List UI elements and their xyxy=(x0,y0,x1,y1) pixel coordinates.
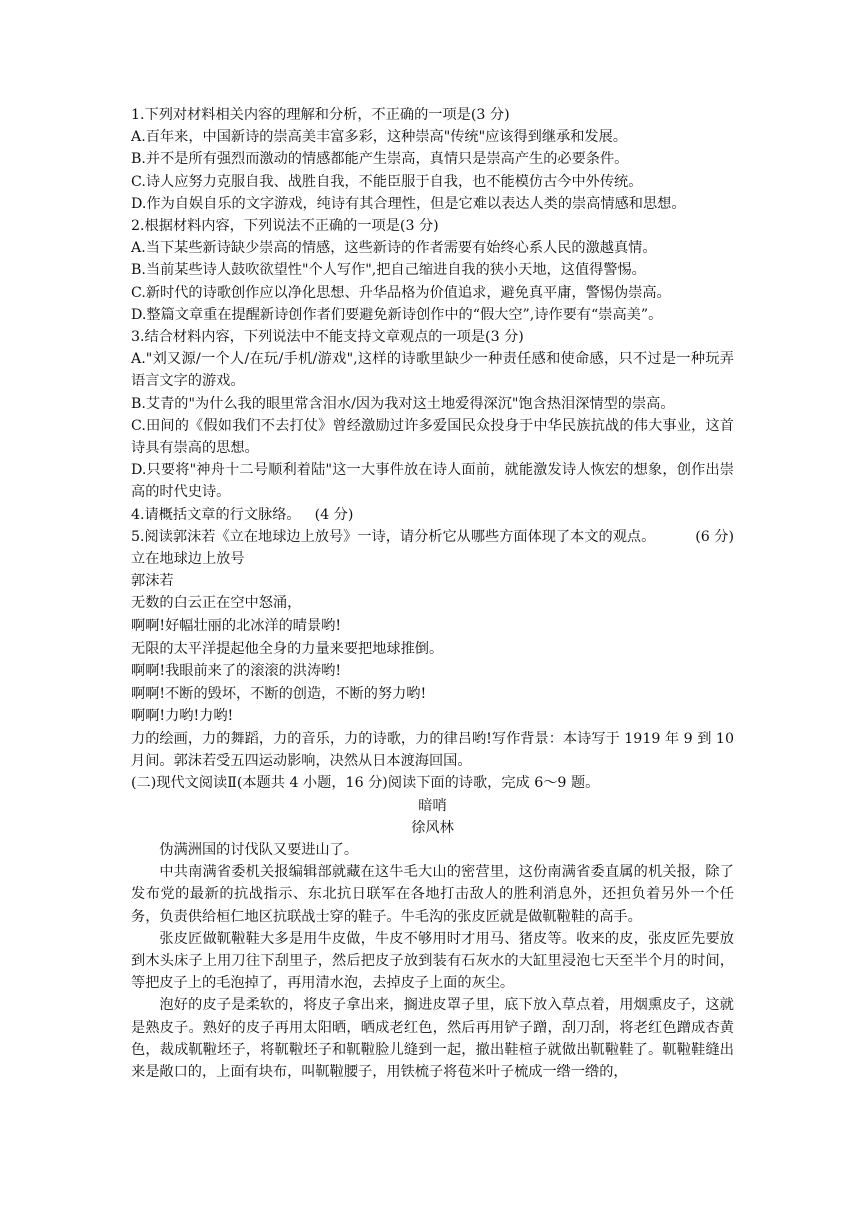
section-heading: (二)现代文阅读Ⅱ(本题共 4 小题，16 分)阅读下面的诗歌，完成 6～9 题。 xyxy=(131,775,600,792)
q3-stem: 3.结合材料内容，下列说法中不能支持文章观点的一项是(3 分) xyxy=(131,329,524,346)
story-paragraph: 中共南满省委机关报编辑部就藏在这牛毛大山的密营里，这份南满省委直属的机关报，除了发布党的最新的抗战指示、东北抗日联军在各地打击敌人的胜利消息外，还担负着另外一个任务，负责供给桓仁地区抗联战士穿的鞋子。牛毛沟的张皮匠就是做靰鞡鞋的高手。 xyxy=(131,864,734,925)
q2-option-d: D.整篇文章重在提醒新诗创作者们要避免新诗创作中的“假大空”,诗作要有“崇高美”。 xyxy=(131,306,663,323)
q3-option-d: D.只要将"神舟十二号顺利着陆"这一大事件放在诗人面前，就能激发诗人恢宏的想象，创作出崇高的时代史诗。 xyxy=(131,462,734,501)
poem-author: 郭沫若 xyxy=(131,573,174,590)
poem-line: 啊啊!力哟!力哟! xyxy=(131,708,234,725)
document-page xyxy=(131,104,734,1083)
q5-stem: 5.阅读郭沫若《立在地球边上放号》一诗，请分析它从哪些方面体现了本文的观点。 xyxy=(131,528,656,545)
q3-option-a: A."刘又源/一个人/在玩/手机/游戏",这样的诗歌里缺少一种责任感和使命感，只不过是一种玩弄语言文字的游戏。 xyxy=(131,351,734,390)
q4-line xyxy=(131,504,734,526)
q4-score: (4 分) xyxy=(314,506,354,523)
poem-line: 无限的太平洋提起他全身的力量来要把地球推倒。 xyxy=(131,640,444,657)
q1-option-d: D.作为自娱自乐的文字游戏，纯诗有其合理性，但是它难以表达人类的崇高情感和思想。 xyxy=(131,195,686,212)
q4-stem: 4.请概括文章的行文脉络。 xyxy=(131,506,301,523)
q5-line xyxy=(131,526,734,548)
q2-option-c: C.新时代的诗歌创作应以净化思想、升华品格为价值追求，避免真平庸，警惕伪崇高。 xyxy=(131,284,671,301)
q1-option-c: C.诗人应努力克服自我、战胜自我，不能臣服于自我，也不能模仿古今中外传统。 xyxy=(131,173,643,190)
story-title: 暗哨 xyxy=(418,797,447,814)
q5-score: (6 分) xyxy=(695,528,734,545)
q1-option-a: A.百年来，中国新诗的崇高美丰富多彩，这种崇高"传统"应该得到继承和发展。 xyxy=(131,129,627,146)
q3-option-b: B.艾青的"为什么我的眼里常含泪水/因为我对这土地爱得深沉"饱含热泪深情型的崇高。 xyxy=(131,395,675,412)
poem-line: 无数的白云正在空中怒涌， xyxy=(131,595,302,612)
poem-last-line-and-background: 力的绘画，力的舞蹈，力的音乐，力的诗歌，力的律吕哟!写作背景：本诗写于 1919 年 9 到 10 月间。郭沫若受五四运动影响，决然从日本渡海回国。 xyxy=(131,731,734,770)
q2-option-a: A.当下某些新诗缺少崇高的情感，这些新诗的作者需要有始终心系人民的激越真情。 xyxy=(131,240,657,257)
poem-line: 啊啊!好幅壮丽的北冰洋的晴景哟! xyxy=(131,618,342,635)
q2-stem: 2.根据材料内容，下列说法不正确的一项是(3 分) xyxy=(131,218,439,235)
story-paragraph: 伪满洲国的讨伐队又要进山了。 xyxy=(159,842,359,859)
story-author: 徐风林 xyxy=(411,819,454,836)
q1-option-b: B.并不是所有强烈而激动的情感都能产生崇高，真情只是崇高产生的必要条件。 xyxy=(131,151,629,168)
poem-line: 啊啊!不断的毁坏，不断的创造，不断的努力哟! xyxy=(131,685,427,702)
story-paragraph: 张皮匠做靰鞡鞋大多是用牛皮做，牛皮不够用时才用马、猪皮等。收来的皮，张皮匠先要放到木头床子上用刀往下刮里子，然后把皮子放到装有石灰水的大缸里浸泡七天至半个月的时间，等把皮子上的毛泡掉了，再用清水泡，去掉皮子上面的灰尘。 xyxy=(131,930,734,992)
poem-title: 立在地球边上放号 xyxy=(131,551,245,568)
poem-line: 啊啊!我眼前来了的滚滚的洪涛哟! xyxy=(131,663,342,680)
q2-option-b: B.当前某些诗人鼓吹欲望性"个人写作",把自己缩进自我的狭小天地，这值得警惕。 xyxy=(131,262,646,279)
q3-option-c: C.田间的《假如我们不去打仗》曾经激励过许多爱国民众投身于中华民族抗战的伟大事业，这首诗具有崇高的思想。 xyxy=(131,417,734,457)
story-paragraph: 泡好的皮子是柔软的，将皮子拿出来，搁进皮罩子里，底下放入草点着，用烟熏皮子，这就是熟皮子。熟好的皮子再用太阳晒，晒成老红色，然后再用铲子蹭，刮刀刮，将老红色蹭成杏黄色，裁成靰鞡坯子，将靰鞡坯子和靰鞡脸儿缝到一起，撤出鞋楦子就做出靰鞡鞋了。靰鞡鞋缝出来是敞口的，上面有块布，叫靰鞡腰子，用铁梳子将苞米叶子梳成一绺一绺的， xyxy=(131,997,734,1081)
q1-stem: 1.下列对材料相关内容的理解和分析，不正确的一项是(3 分) xyxy=(131,107,510,123)
